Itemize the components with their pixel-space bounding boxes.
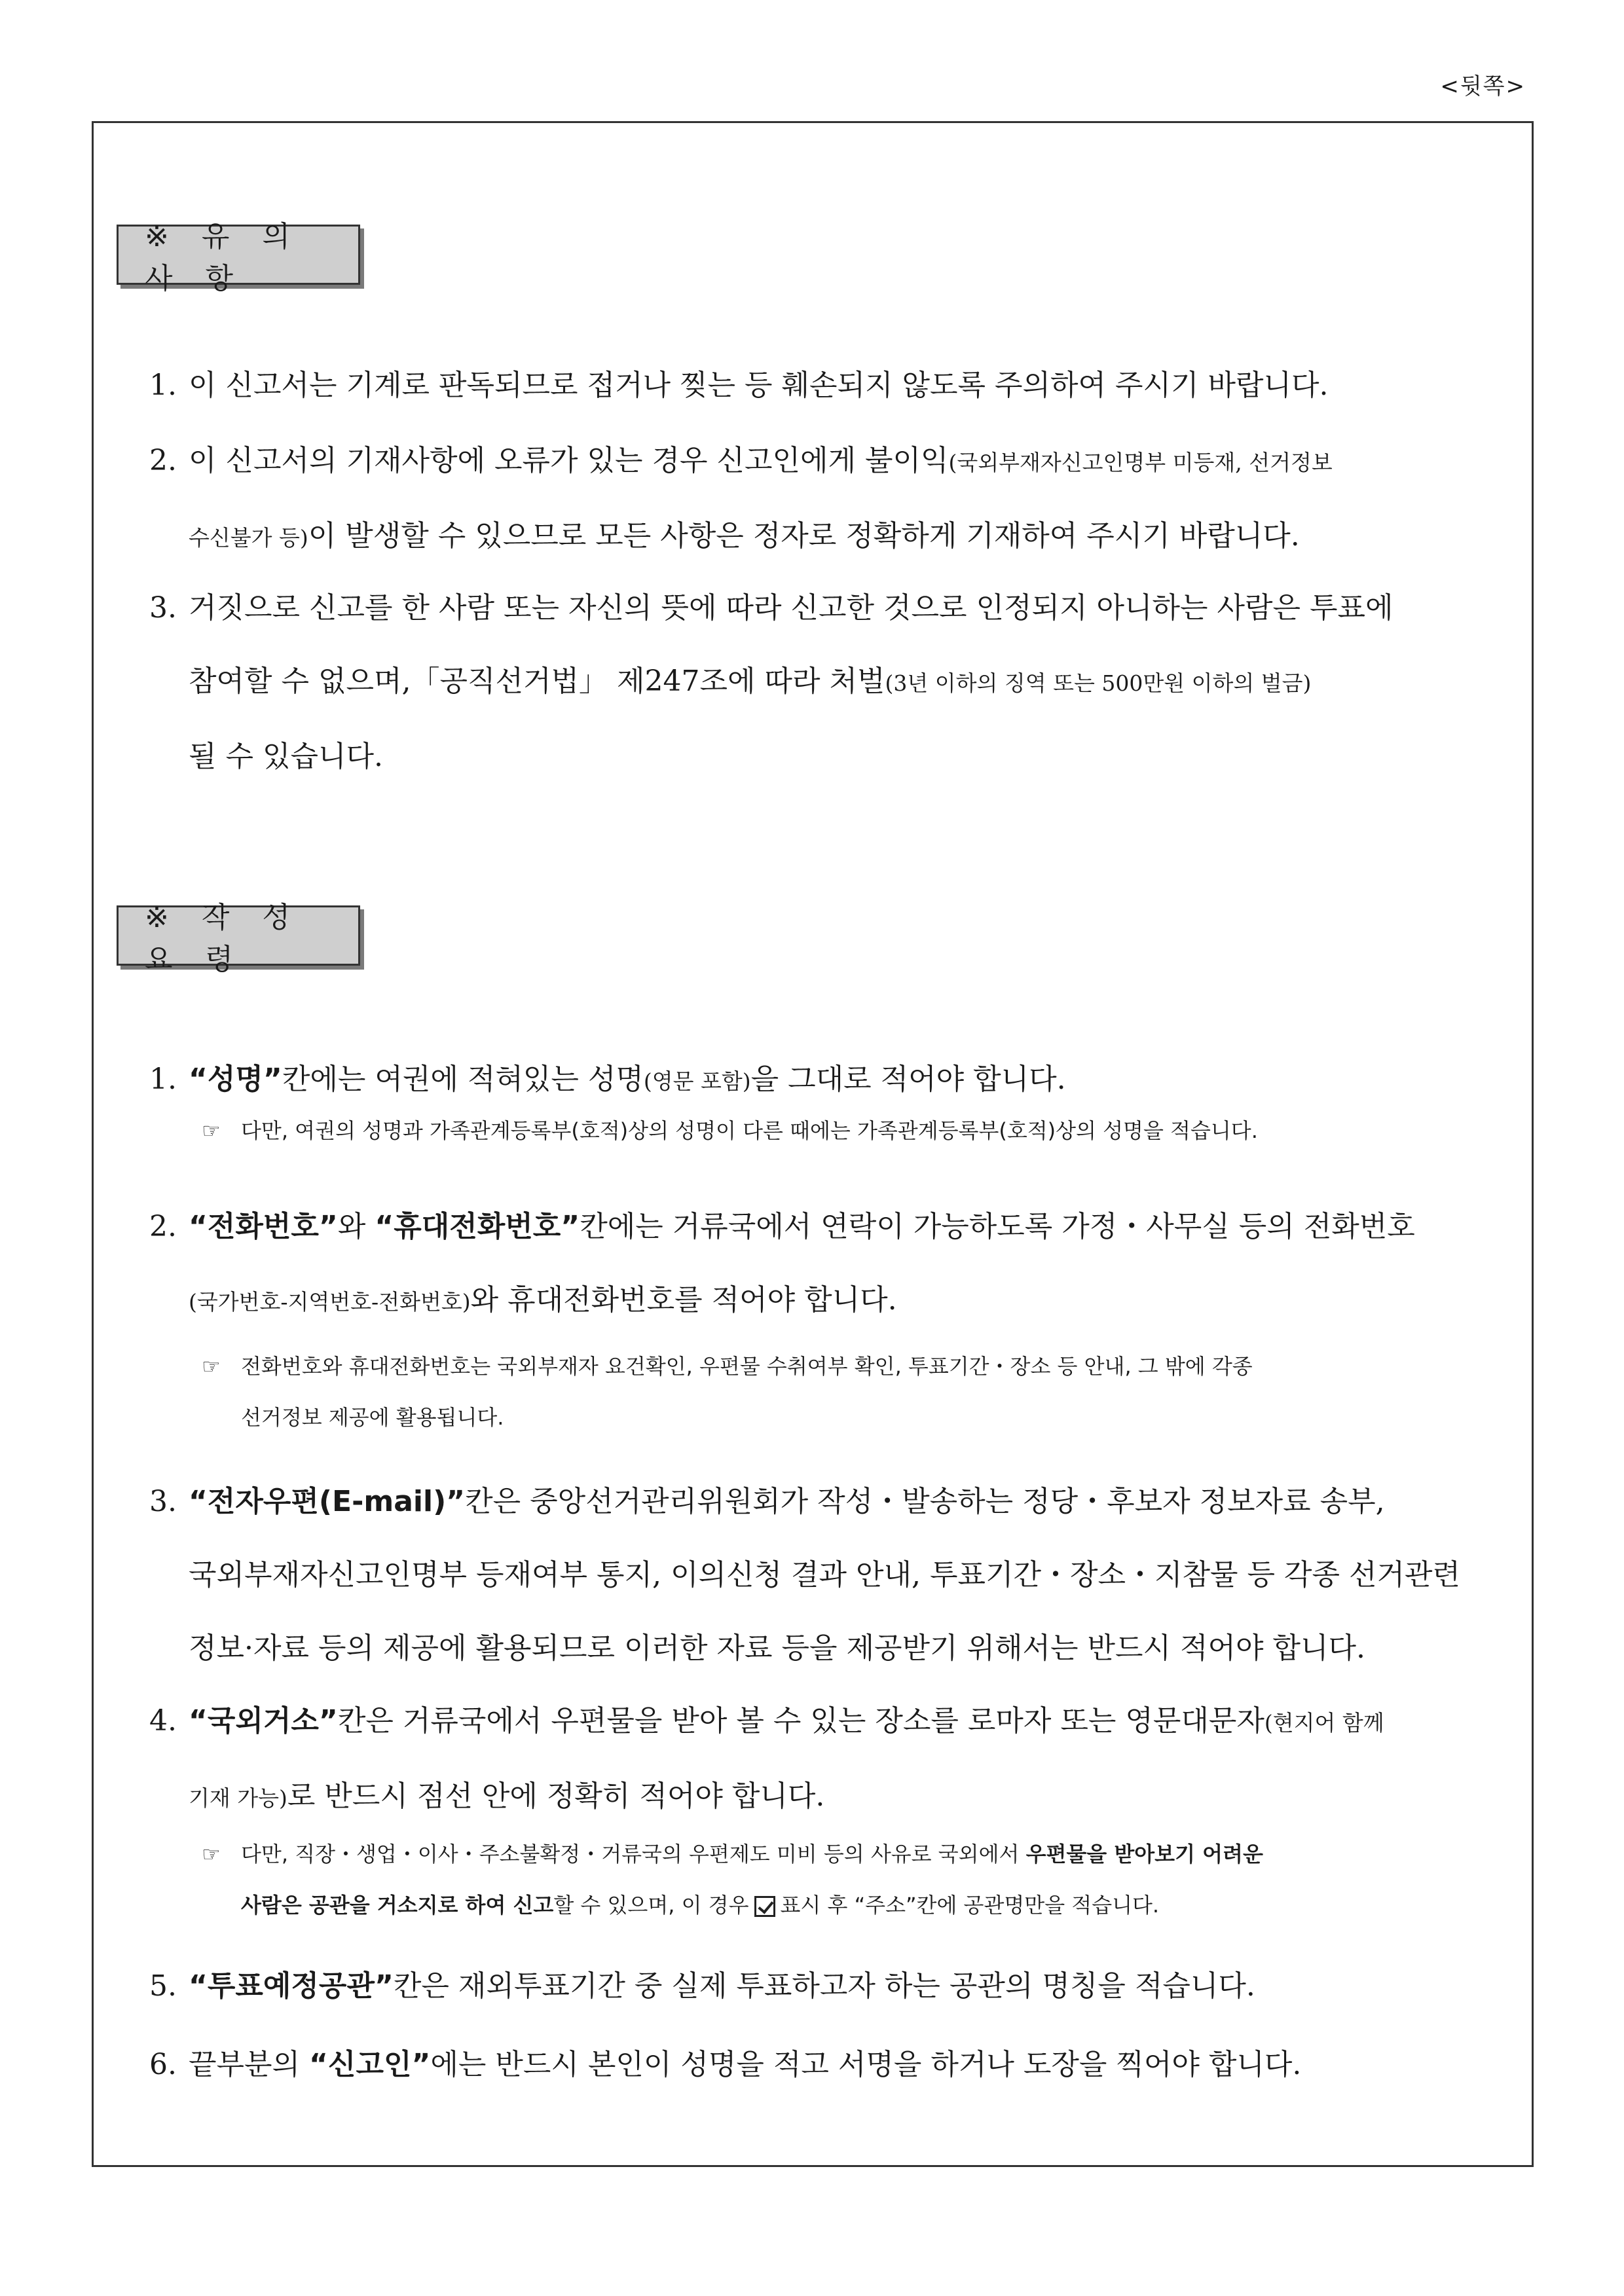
item-text: 와	[337, 1210, 375, 1243]
note-text: 할 수 있으며, 이 경우	[553, 1893, 749, 1918]
item-text: 로 반드시 점선 안에 정확히 적어야 합니다.	[287, 1779, 825, 1813]
item-text-small: 수신불가 등)	[189, 525, 308, 551]
item-text-small: 기재 가능)	[189, 1785, 287, 1811]
item-text: 에는 반드시 본인이 성명을 적고 서명을 하거나 도장을 찍어야 합니다.	[430, 2048, 1302, 2081]
item-strong: “투표예정공관”	[189, 1969, 394, 2003]
item-number: 2.	[149, 444, 177, 477]
item-text-small: (국외부재자신고인명부 미등재, 선거정보	[948, 450, 1333, 475]
note-text: 다만, 직장・생업・이사・주소불확정・거류국의 우편제도 미비 등의 사유로 국외에서	[241, 1842, 1026, 1867]
item-text: 국외부재자신고인명부 등재여부 통지, 이의신청 결과 안내, 투표기간・장소・지참물 등 각종 선거관련	[189, 1558, 1461, 1592]
item-text: 칸은 거류국에서 우편물을 받아 볼 수 있는 장소를 로마자 또는 영문대문자	[337, 1704, 1264, 1738]
item-text: 이 신고서의 기재사항에 오류가 있는 경우 신고인에게 불이익	[189, 444, 949, 477]
pointing-hand-icon: ☞	[202, 1842, 221, 1867]
item-strong: “신고인”	[309, 2048, 431, 2081]
guide-item-6	[149, 2028, 1511, 2102]
item-text: 끝부분의	[189, 2048, 310, 2081]
notes-item-2	[149, 424, 1511, 575]
guide-item-5	[149, 1950, 1511, 2023]
item-text: 이 신고서는 기계로 판독되므로 접거나 찢는 등 훼손되지 않도록 주의하여 주시기 바랍니다.	[189, 369, 1329, 402]
item-text-small: (현지어 함께	[1264, 1710, 1384, 1736]
item-number: 3.	[149, 591, 177, 625]
guide-heading: ※ 작 성 요 령	[117, 905, 360, 966]
item-strong: “전자우편(E-mail)”	[189, 1485, 466, 1518]
item-text: 정보·자료 등의 제공에 활용되므로 이러한 자료 등을 제공받기 위해서는 반드시 적어야 합니다.	[189, 1631, 1365, 1665]
notes-heading: ※ 유 의 사 항	[117, 225, 360, 285]
item-strong: “전화번호”	[189, 1210, 338, 1243]
item-strong: “휴대전화번호”	[375, 1210, 580, 1243]
guide-item-2	[149, 1190, 1511, 1339]
item-text: 참여할 수 없으며,「공직선거법」 제247조에 따라 처벌	[189, 665, 885, 698]
guide-note-1	[202, 1105, 1511, 1156]
guide-note-2	[202, 1341, 1511, 1443]
guide-note-4	[202, 1829, 1511, 1931]
item-number: 6.	[149, 2048, 177, 2081]
item-number: 4.	[149, 1704, 177, 1738]
pointing-hand-icon: ☞	[202, 1118, 221, 1143]
item-number: 1.	[149, 369, 177, 402]
guide-item-3	[149, 1465, 1511, 1685]
item-strong: “성명”	[189, 1063, 282, 1096]
guide-item-4	[149, 1685, 1511, 1835]
item-text-small: (국가번호-지역번호-전화번호)	[189, 1289, 471, 1315]
item-text: 와 휴대전화번호를 적어야 합니다.	[470, 1283, 897, 1317]
notes-item-3	[149, 572, 1511, 793]
note-text: 전화번호와 휴대전화번호는 국외부재자 요건확인, 우편물 수취여부 확인, 투표기간・장소 등 안내, 그 밖에 각종	[241, 1354, 1253, 1379]
item-text: 이 발생할 수 있으므로 모든 사항은 정자로 정확하게 기재하여 주시기 바랍니다.	[308, 519, 1300, 553]
item-number: 1.	[149, 1063, 177, 1096]
item-text: 칸은 재외투표기간 중 실제 투표하고자 하는 공관의 명칭을 적습니다.	[393, 1969, 1255, 2003]
note-text: 표시 후 “주소”칸에 공관명만을 적습니다.	[780, 1893, 1160, 1918]
item-text-small: (3년 이하의 징역 또는 500만원 이하의 벌금)	[885, 670, 1312, 696]
note-text-bold: 사람은 공관을 거소지로 하여 신고	[241, 1893, 554, 1918]
note-text: 선거정보 제공에 활용됩니다.	[241, 1405, 504, 1430]
item-text: 거짓으로 신고를 한 사람 또는 자신의 뜻에 따라 신고한 것으로 인정되지 아니하는 사람은 투표에	[189, 591, 1393, 625]
note-text: 다만, 여권의 성명과 가족관계등록부(호적)상의 성명이 다른 때에는 가족관계등록부(호적)상의 성명을 적습니다.	[241, 1118, 1258, 1143]
item-text: 을 그대로 적어야 합니다.	[750, 1063, 1066, 1096]
item-strong: “국외거소”	[189, 1704, 338, 1738]
page-label: <뒷쪽>	[1440, 73, 1526, 100]
note-text-bold: 우편물을 받아보기 어려운	[1025, 1842, 1263, 1867]
item-text: 될 수 있습니다.	[189, 740, 383, 773]
item-number: 2.	[149, 1210, 177, 1243]
item-text-small: (영문 포함)	[643, 1068, 751, 1094]
item-text: 칸에는 여권에 적혀있는 성명	[282, 1063, 644, 1096]
notes-item-1	[149, 349, 1511, 422]
item-number: 5.	[149, 1969, 177, 2003]
document-frame	[92, 121, 1534, 2167]
item-number: 3.	[149, 1485, 177, 1518]
item-text: 칸은 중앙선거관리위원회가 작성・발송하는 정당・후보자 정보자료 송부,	[465, 1485, 1385, 1518]
item-text: 칸에는 거류국에서 연락이 가능하도록 가정・사무실 등의 전화번호	[580, 1210, 1415, 1243]
pointing-hand-icon: ☞	[202, 1354, 221, 1379]
checkbox-checked-icon	[754, 1896, 775, 1917]
